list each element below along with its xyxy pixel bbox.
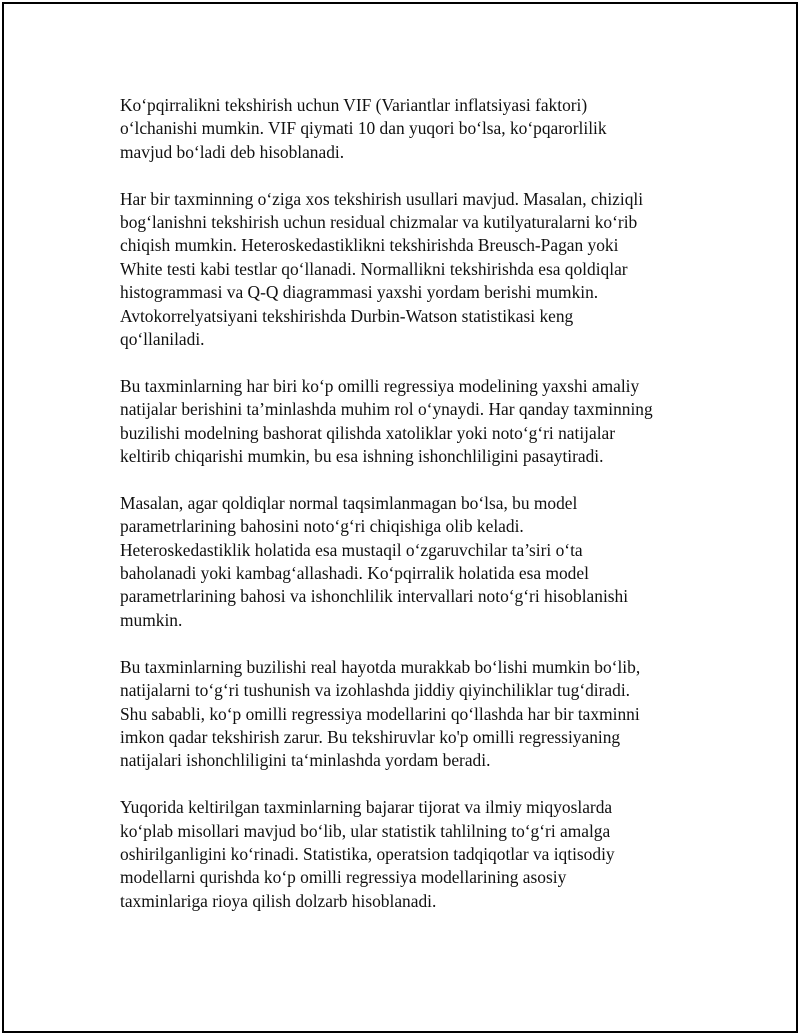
paragraph-applications: Yuqorida keltirilgan taxminlarning bajarar tijorat va ilmiy miqyoslarda ko‘plab misollari mavjud bo‘lib, ular statistik tahlilning to‘g‘ri amalga oshirilganligini ko‘rinadi. Statistika, operatsion tadqiqotlar va iqtisodiy modellarni qurishda ko‘p omilli regressiya modellarining asosiy taxminlariga rioya qilish dolzarb hisoblanadi. xyxy=(120,797,615,911)
paragraph-real-life-violations: Bu taxminlarning buzilishi real hayotda murakkab bo‘lishi mumkin bo‘lib, natijalarni to‘g‘ri tushunish va izohlashda jiddiy qiyinchiliklar tug‘diradi. Shu sababli, ko‘p omilli regressiya modellarini qo‘llashda har bir taxminni imkon qadar tekshirish zarur. Bu tekshiruvlar ko'p omilli regressiyaning natijalari ishonchliligini ta‘minlashda yordam beradi. xyxy=(120,656,641,771)
paragraph-testing-methods: Har bir taxminning o‘ziga xos tekshirish usullari mavjud. Masalan, chiziqli bog‘lanishni tekshirish uchun residual chizmalar va kutilyaturalarni ko‘rib chiqish mumkin. Heteroskedastiklikni tekshirishda Breusch-Pagan yoki White testi kabi testlar qo‘llanadi. Normallikni tekshirishda esa qoldiqlar histogrammasi va Q-Q diagrammasi yaxshi yordam berishi mumkin. Avtokorrelyatsiyani tekshirishda Durbin-Watson statistikasi keng qo‘llaniladi. xyxy=(120,188,644,350)
paragraph-vif: Ko‘pqirralikni tekshirish uchun VIF (Variantlar inflatsiyasi faktori) o‘lchanishi mumkin. VIF qiymati 10 dan yuqori bo‘lsa, ko‘pqarorlilik mavjud bo‘ladi deb hisoblanadi. xyxy=(120,95,607,162)
paragraph-assumption-importance: Bu taxminlarning har biri ko‘p omilli regressiya modelining yaxshi amaliy natijalar berishini ta’minlashda muhim rol o‘ynaydi. Har qanday taxminning buzilishi modelning bashorat qilishda xatoliklar yoki noto‘g‘ri natijalar keltirib chiqarishi mumkin, bu esa ishning ishonchliligini pasaytiradi. xyxy=(120,375,653,467)
page-frame xyxy=(2,2,798,1033)
paragraph-violation-examples: Masalan, agar qoldiqlar normal taqsimlanmagan bo‘lsa, bu model parametrlarining bahosini noto‘g‘ri chiqishiga olib keladi. Heteroskedastiklik holatida esa mustaqil o‘zgaruvchilar ta’siri o‘ta baholanadi yoki kambag‘allashadi. Ko‘pqirralik holatida esa model parametrlarining bahosi va ishonchlilik intervallari noto‘g‘ri hisoblanishi mumkin. xyxy=(120,492,629,630)
document-body xyxy=(120,94,690,937)
